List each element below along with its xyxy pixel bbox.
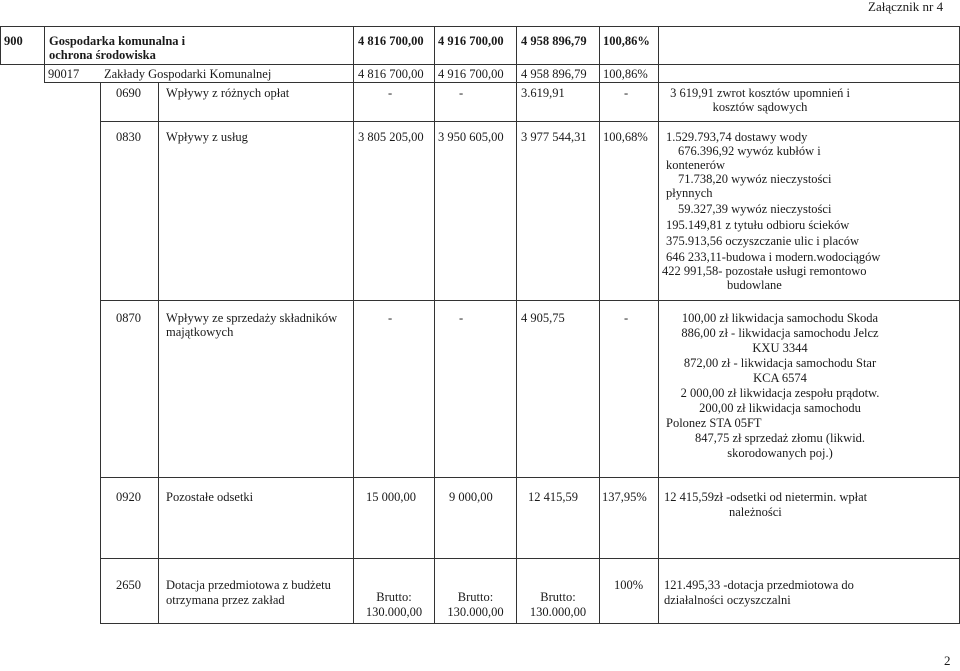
plan-value: 3 805 205,00 [358,130,424,144]
paragraph-name: otrzymana przez zakład [166,593,285,607]
paragraph-code: 0870 [116,311,141,325]
paragraph-name: Dotacja przedmiotowa z budżetu [166,578,331,592]
paragraph-code: 2650 [116,578,141,592]
grid-line [353,26,354,623]
percent-value: 100% [614,578,644,592]
paragraph-code: 0830 [116,130,141,144]
section-plan-after: 4 916 700,00 [438,34,504,48]
note-line: 422 991,58- pozostałe usługi remontowo [662,264,867,278]
plan-after-value: 3 950 605,00 [438,130,504,144]
plan-after-value: 130.000,00 [447,605,504,619]
executed-value: 130.000,00 [529,605,587,619]
chapter-percent: 100,86% [603,67,648,81]
executed-value: 3 977 544,31 [521,130,587,144]
chapter-plan-after: 4 916 700,00 [438,67,504,81]
page-number: 2 [944,653,951,668]
note-line: KXU 3344 [752,341,808,355]
note-line: 676.396,92 wywóz kubłów i [678,144,821,158]
paragraph-name: Wpływy z różnych opłat [166,86,290,100]
grid-line [44,26,45,82]
paragraph-name: Wpływy ze sprzedaży składników [166,311,338,325]
executed-value: 12 415,59 [528,490,578,504]
grid-line [100,558,960,559]
note-line: KCA 6574 [753,371,807,385]
grid-line [658,26,659,623]
note-line: 121.495,33 -dotacja przedmiotowa do [664,578,854,592]
grid-line [100,82,101,623]
grid-line [0,64,960,65]
section-name: Gospodarka komunalna i [49,34,186,48]
section-percent: 100,86% [603,34,650,48]
grid-line [44,82,960,83]
plan-after-value: Brutto: [457,590,494,604]
plan-value: Brutto: [376,590,412,604]
grid-line [516,26,517,623]
note-line: 646 233,11-budowa i modern.wodociągów [666,250,881,264]
plan-value: - [388,311,393,325]
paragraph-name: Pozostałe odsetki [166,490,254,504]
note-line: budowlane [727,278,782,292]
percent-value: - [624,311,629,325]
note-line: 2 000,00 zł likwidacja zespołu prądotw. [680,386,880,400]
note-line: 886,00 zł - likwidacja samochodu Jelcz [681,326,879,340]
grid-line [100,121,960,122]
percent-value: 137,95% [602,490,647,504]
note-line: 3 619,91 zwrot kosztów upomnień i [670,86,850,100]
paragraph-name: Wpływy z usług [166,130,248,144]
paragraph-code: 0690 [116,86,141,100]
note-line: 12 415,59zł -odsetki od nietermin. wpłat [664,490,868,504]
plan-value: - [388,86,393,100]
plan-after-value: 9 000,00 [449,490,493,504]
chapter-plan: 4 816 700,00 [358,67,424,81]
section-code: 900 [4,34,23,48]
note-line: 847,75 zł sprzedaż złomu (likwid. [694,431,866,445]
section-name: ochrona środowiska [49,48,156,62]
note-line: 71.738,20 wywóz nieczystości [678,172,832,186]
note-line: 872,00 zł - likwidacja samochodu Star [683,356,877,370]
note-line: 59.327,39 wywóz nieczystości [678,202,832,216]
note-line: 200,00 zł likwidacja samochodu [699,401,861,415]
grid-line [599,26,600,623]
note-line: działalności oczyszczalni [664,593,791,607]
section-plan: 4 816 700,00 [358,34,424,48]
chapter-executed: 4 958 896,79 [521,67,587,81]
plan-after-value: - [459,311,464,325]
note-line: 100,00 zł likwidacja samochodu Skoda [681,311,879,325]
percent-value: - [624,86,629,100]
grid-line [100,300,960,301]
note-line: należności [729,505,782,519]
section-executed: 4 958 896,79 [521,34,587,48]
executed-value: 4 905,75 [521,311,565,325]
note-line: kosztów sądowych [712,100,808,114]
plan-after-value: - [459,86,464,100]
grid-line [100,477,960,478]
grid-line [434,26,435,623]
grid-line [100,623,960,624]
percent-value: 100,68% [603,130,648,144]
note-line: 375.913,56 oczyszczanie ulic i placów [666,234,859,248]
note-line: 195.149,81 z tytułu odbioru ścieków [666,218,850,232]
grid-line [0,26,1,64]
executed-value: 3.619,91 [521,86,565,100]
chapter-code: 90017 [48,67,80,81]
note-line: 1.529.793,74 dostawy wody [666,130,808,144]
note-line: płynnych [666,186,713,200]
chapter-name: Zakłady Gospodarki Komunalnej [104,67,272,81]
note-line: kontenerów [666,158,726,172]
attachment-note: Załącznik nr 4 [868,0,944,14]
executed-value: Brutto: [540,590,576,604]
grid-line [158,82,159,623]
paragraph-name: majątkowych [166,325,234,339]
plan-value: 15 000,00 [366,490,416,504]
paragraph-code: 0920 [116,490,141,504]
note-line: Polonez STA 05FT [666,416,762,430]
note-line: skorodowanych poj.) [727,446,833,460]
grid-line [0,26,960,27]
plan-value: 130.000,00 [365,605,423,619]
